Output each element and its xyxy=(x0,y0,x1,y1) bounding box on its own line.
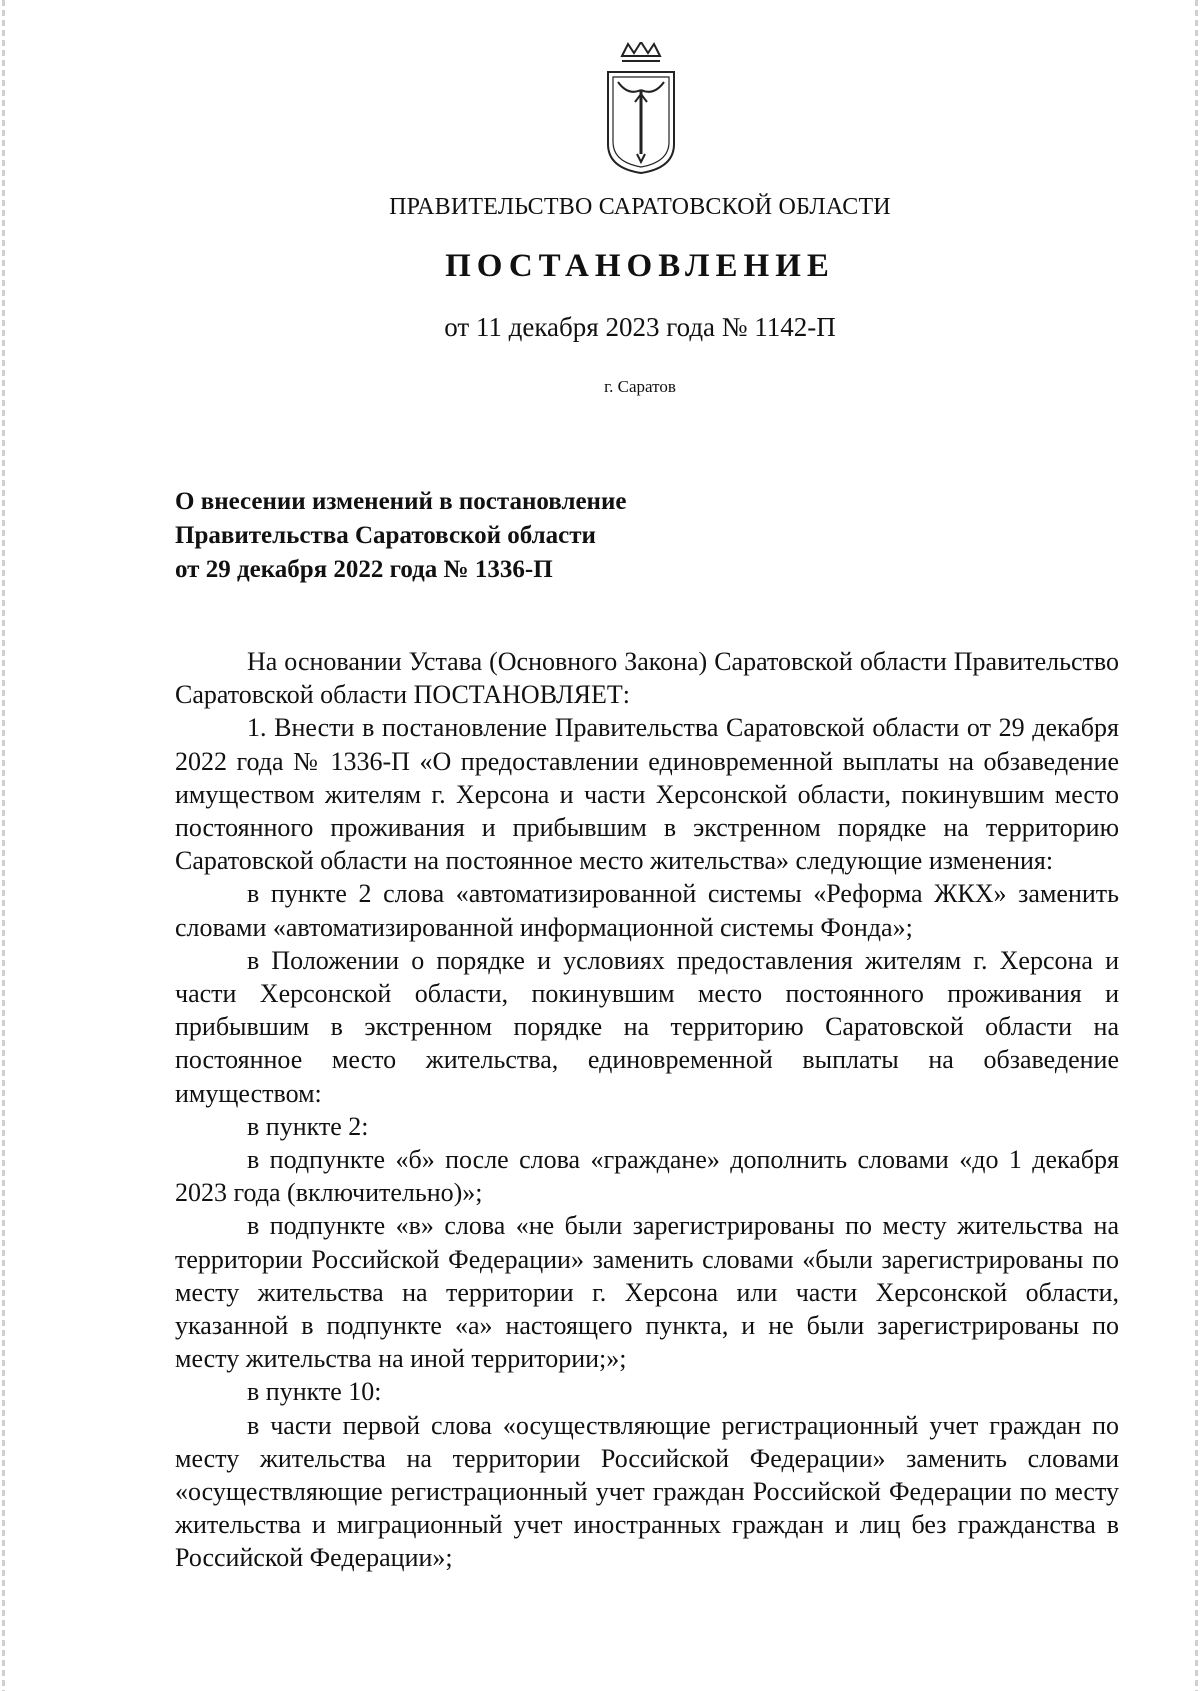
city-name: г. Саратов xyxy=(604,377,676,396)
body-paragraph: в Положении о порядке и условиях предоставления жителям г. Херсона и части Херсонской области, покинувшим место постоянного проживания и прибывшим в экстренном порядке на территорию Саратовской области на постоянное место жительства, единовременной выплаты на обзаведение имуществом: xyxy=(175,945,1119,1108)
coat-of-arms-emblem xyxy=(602,42,680,174)
organization-name: ПРАВИТЕЛЬСТВО САРАТОВСКОЙ ОБЛАСТИ xyxy=(389,194,891,220)
body-paragraph: в подпункте «в» слова «не были зарегистрированы по месту жительства на территории Российской Федерации» заменить словами «были зарегистрированы по месту жительства на территории г. Херсона или части Херсонской области, указанной в подпункте «а» настоящего пункта, и не были зарегистрированы по месту жительства на иной территории;»; xyxy=(175,1211,1119,1374)
body-paragraph: в части первой слова «осуществляющие регистрационный учет граждан по месту жительства на территории Российской Федерации» заменить словами «осуществляющие регистрационный учет граждан Российской Федерации по месту жительства и миграционный учет иностранных граждан и лиц без гражданства в Российской Федерации»; xyxy=(175,1410,1119,1573)
document-body xyxy=(175,645,1119,1575)
body-paragraph: На основании Устава (Основного Закона) Саратовской области Правительство Саратовской области ПОСТАНОВЛЯЕТ: xyxy=(175,647,1119,710)
body-paragraph: в пункте 2: xyxy=(247,1111,369,1141)
document-subject xyxy=(175,485,735,587)
subject-line: О внесении изменений в постановление xyxy=(175,488,627,515)
body-paragraph: в подпункте «б» после слова «граждане» дополнить словами «до 1 декабря 2023 года (включительно)»; xyxy=(175,1145,1119,1208)
body-paragraph: в пункте 10: xyxy=(247,1377,382,1407)
body-paragraph: 1. Внести в постановление Правительства Саратовской области от 29 декабря 2022 года № 1336-П «О предоставлении единовременной выплаты на обзаведение имуществом жителям г. Херсона и части Херсонской области, покинувшим место постоянного проживания и прибывшим в экстренном порядке на территорию Саратовской области на постоянное место жительства» следующие изменения: xyxy=(175,713,1119,876)
body-paragraph: в пункте 2 слова «автоматизированной системы «Реформа ЖКХ» заменить словами «автоматизированной информационной системы Фонда»; xyxy=(175,879,1119,942)
subject-line: от 29 декабря 2022 года № 1336-П xyxy=(175,556,553,583)
document-date-number: от 11 декабря 2023 года № 1142-П xyxy=(444,312,836,342)
subject-line: Правительства Саратовской области xyxy=(175,522,596,549)
document-type-title: ПОСТАНОВЛЕНИЕ xyxy=(445,248,835,284)
